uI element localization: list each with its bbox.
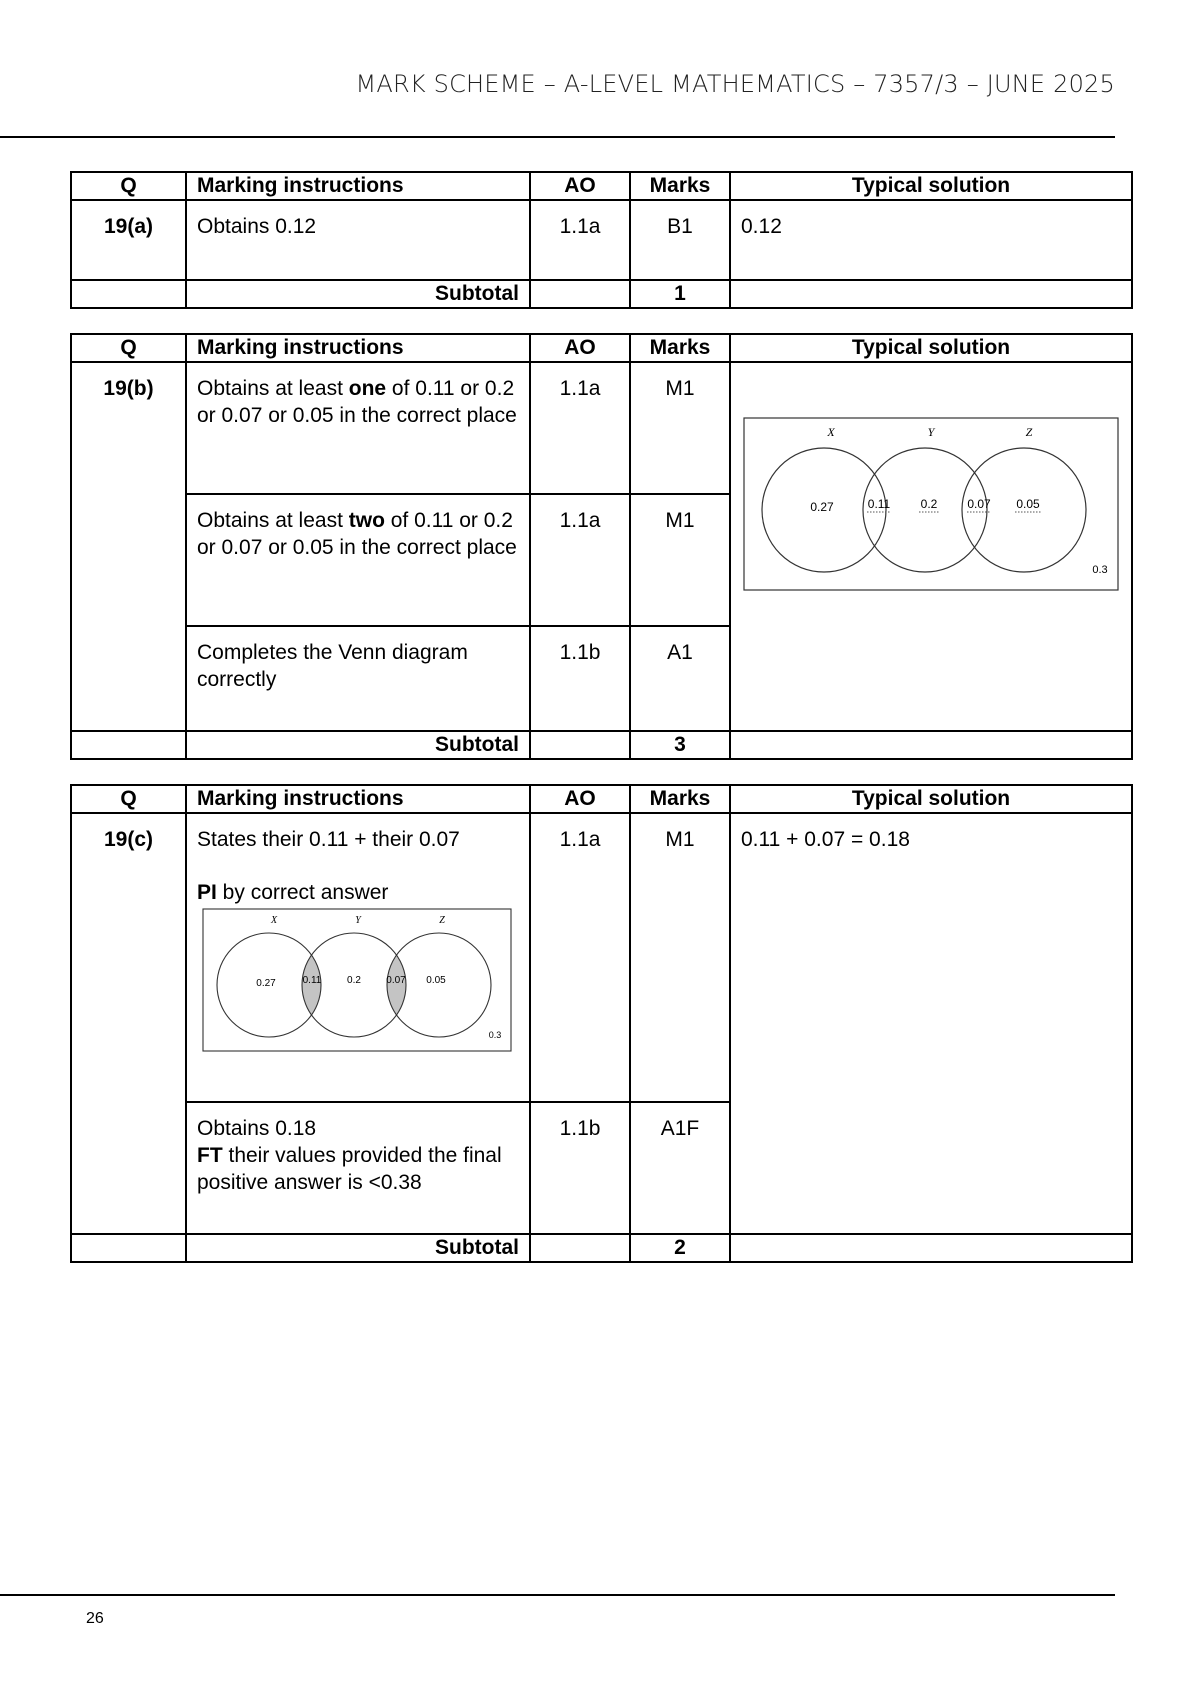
subtotal-value: 1 [630,280,730,308]
mark: M1 [665,377,695,400]
subtotal-label: Subtotal [186,280,530,308]
venn-diagram [743,417,1119,591]
col-q: Q [71,334,186,362]
mark-table-19c [70,784,1133,1263]
mark: A1F [660,1117,700,1140]
venn-label-y: Y [355,915,361,926]
subtotal-row [71,280,1132,308]
venn-value-y-only: 0.2 [347,975,361,986]
venn-label-x: X [827,425,835,439]
instruction: Obtains 0.12 [197,215,317,238]
venn-value-x-only: 0.27 [810,500,834,514]
header-row [71,334,1132,362]
mark-table-19a [70,171,1133,309]
header-row [71,785,1132,813]
venn-label-y: Y [927,425,935,439]
question-number: 19(b) [103,377,154,400]
venn-value-x-only: 0.27 [256,978,276,989]
venn-value-yz: 0.07 [386,975,406,986]
ao: 1.1a [559,377,601,400]
venn-label-z: Z [439,915,445,926]
ao: 1.1b [559,641,601,664]
ao: 1.1a [559,828,601,851]
mark: M1 [665,509,695,532]
instruction: Obtains at least one of 0.11 or 0.2 or 0.07 or 0.05 in the correct place [197,377,517,427]
col-marks: Marks [630,334,730,362]
venn-value-yz: 0.07 [967,497,991,511]
venn-value-outside: 0.3 [1092,564,1108,576]
mark: A1 [667,641,693,664]
instruction: Obtains 0.18 FT their values provided the final positive answer is <0.38 [197,1117,502,1194]
col-q: Q [71,785,186,813]
page-header: MARK SCHEME – A-LEVEL MATHEMATICS – 7357/3 – JUNE 2025 [355,70,1115,98]
col-ao: AO [530,785,630,813]
mark-table-19b [70,333,1133,760]
subtotal-value: 3 [630,731,730,759]
venn-value-y-only: 0.2 [920,497,938,511]
col-ao: AO [530,334,630,362]
col-marks: Marks [630,172,730,200]
ao: 1.1b [559,1117,601,1140]
venn-value-z-only: 0.05 [1016,497,1040,511]
venn-value-outside: 0.3 [488,1030,502,1040]
col-typical-solution: Typical solution [730,172,1132,200]
venn-label-z: Z [1025,425,1033,439]
venn-value-xy: 0.11 [867,497,891,511]
venn-label-x: X [270,915,278,926]
col-marks: Marks [630,785,730,813]
subtotal-row [71,1234,1132,1262]
ao: 1.1a [559,215,601,238]
subtotal-row [71,731,1132,759]
venn-value-z-only: 0.05 [426,975,446,986]
col-typical-solution: Typical solution [730,785,1132,813]
header-rule [0,136,1115,138]
typical-solution: 0.11 + 0.07 = 0.18 [741,828,910,851]
typical-solution: 0.12 [741,215,782,238]
venn-diagram-shaded [202,908,512,1052]
ao: 1.1a [559,509,601,532]
col-ao: AO [530,172,630,200]
col-q: Q [71,172,186,200]
table-row [71,200,1132,280]
instruction: Obtains at least two of 0.11 or 0.2 or 0.07 or 0.05 in the correct place [197,509,517,559]
venn-value-xy: 0.11 [302,975,322,986]
subtotal-label: Subtotal [186,731,530,759]
page-number: 26 [86,1610,104,1627]
footer-rule [0,1594,1115,1596]
col-marking-instructions: Marking instructions [186,334,530,362]
subtotal-value: 2 [630,1234,730,1262]
instruction: Completes the Venn diagram correctly [197,641,468,691]
header-row [71,172,1132,200]
col-typical-solution: Typical solution [730,334,1132,362]
table-row [71,362,1132,494]
col-marking-instructions: Marking instructions [186,172,530,200]
pi-note: PI by correct answer [197,881,389,904]
mark: M1 [665,828,695,851]
question-number: 19(a) [103,215,154,238]
mark: B1 [667,215,693,238]
subtotal-label: Subtotal [186,1234,530,1262]
col-marking-instructions: Marking instructions [186,785,530,813]
table-row [71,813,1132,1102]
instruction: States their 0.11 + their 0.07 [197,828,460,851]
question-number: 19(c) [103,828,154,851]
